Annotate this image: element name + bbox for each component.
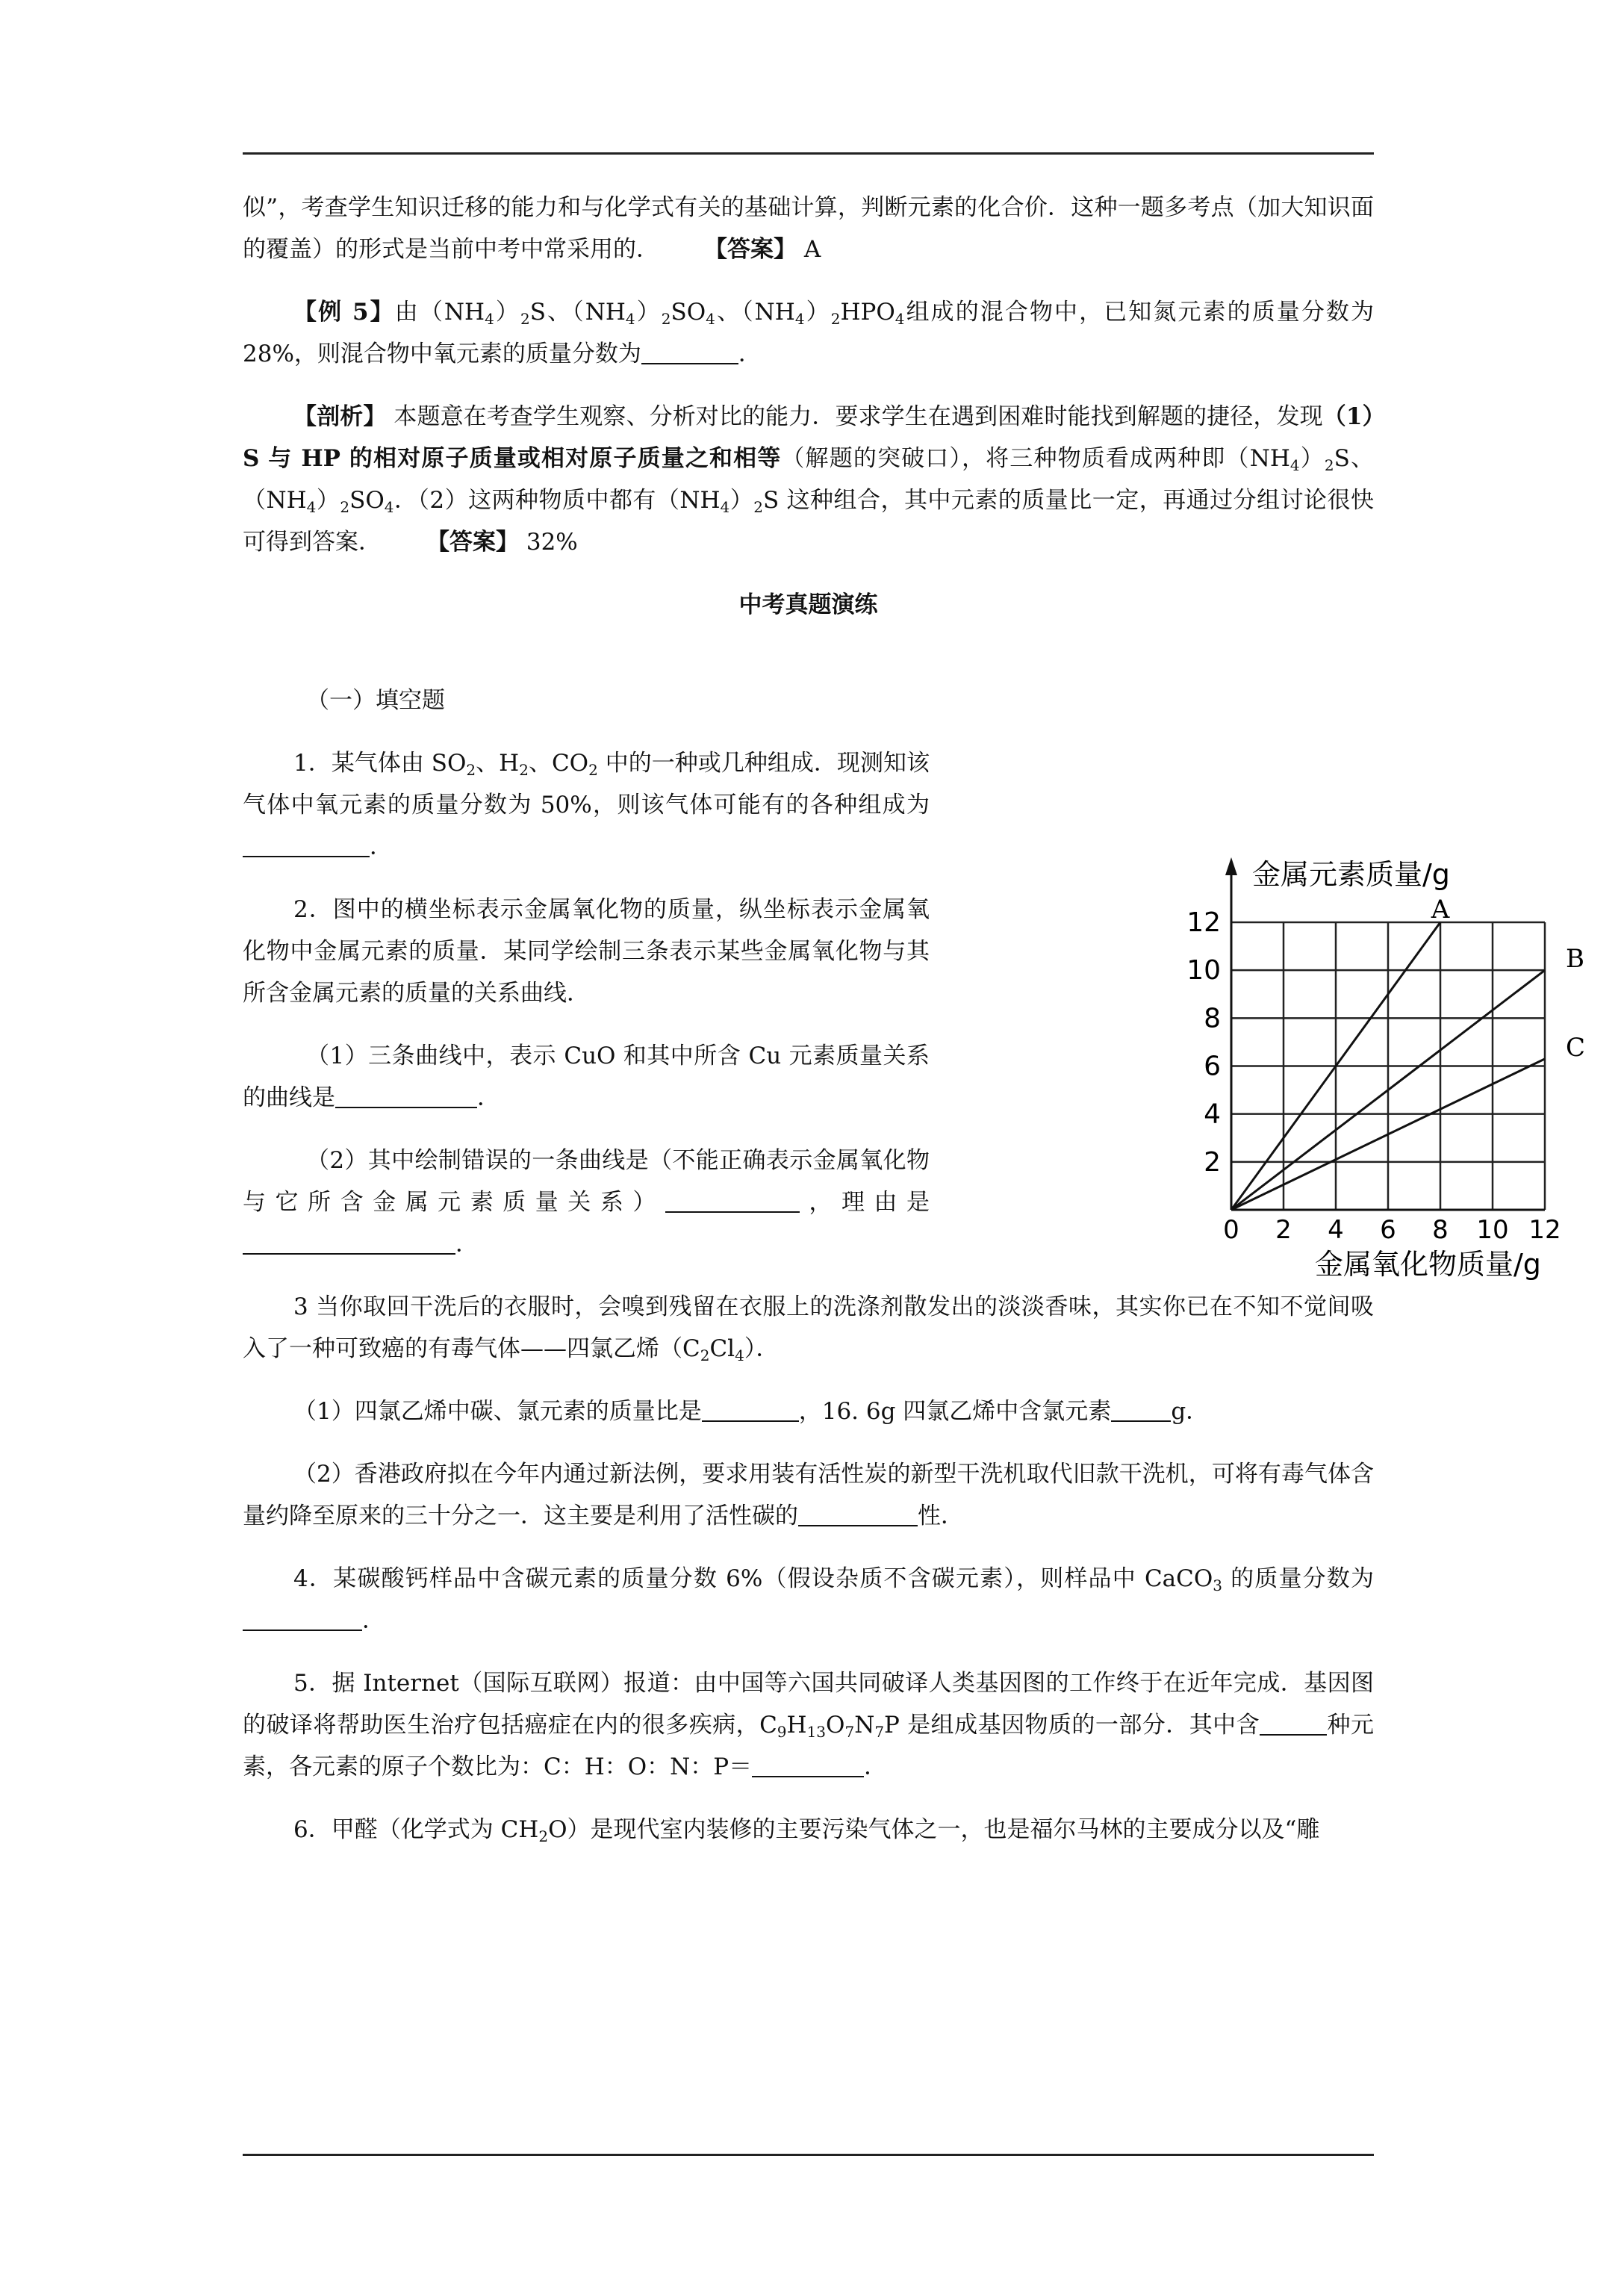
y-axis-arrow [1225,857,1237,875]
question-4: 4．某碳酸钙样品中含碳元素的质量分数 6%（假设杂质不含碳元素），则样品中 CaCO$_3$ 的质量分数为． [243,1558,1374,1641]
series-label-c: C [1566,1032,1586,1063]
answer-blank [243,833,370,857]
y-axis-title: 金属元素质量/g [1252,858,1450,891]
y-tick-label: 6 [1204,1051,1221,1082]
answer-blank [243,1607,362,1631]
question-6: 6．甲醛（化学式为 $CH_2O$）是现代室内装修的主要污染气体之一，也是福尔马林的主要成分以及“雕 [293,1816,1320,1845]
chart-grid [1231,922,1545,1210]
answer-value: A [797,236,821,263]
x-tick-label: 6 [1380,1215,1396,1245]
example-5: 【例 5】由$(NH_4)_2S$、$(NH_4)_2SO_4$、$(NH_4)_2HPO_4$组成的混合物中，已知氮元素的质量分数为28%，则混合物中氧元素的质量分数为 ． [243,299,1375,367]
question-3-part-2: （2）香港政府拟在今年内通过新法例，要求用装有活性炭的新型干洗机取代旧款干洗机，可将有毒气体含量约降至原来的三十分之一．这主要是利用了活性碳的 性． [243,1461,1374,1529]
y-tick-label: 4 [1204,1099,1221,1130]
footer-rule [243,2154,1374,2156]
answer-value: 32% [519,529,578,556]
question-3-part-1: （1）四氯乙烯中碳、氯元素的质量比是 ，16. 6g 四氯乙烯中含氯元素 g． [293,1398,1210,1425]
section-title: 中考真题演练 [738,591,878,618]
question-3: 3 当你取回干洗后的衣服时，会嗅到残留在衣服上的洗涤剂散发出的淡淡香味，其实你已在不知不觉间吸入了一种可致癌的有毒气体——四氯乙烯$(C_2Cl_4)$． [243,1293,1374,1364]
x-axis-title: 金属氧化物质量/g [1315,1248,1541,1281]
question-2-part-1: （1）三条曲线中，表示 CuO 和其中所含 Cu 元素质量关系的曲线是 ． [243,1043,930,1111]
header-rule [243,152,1374,155]
mass-relation-chart [1186,853,1624,1301]
y-tick-label: 12 [1186,907,1221,938]
question-2-part-2: （2）其中绘制错误的一条曲线是（不能正确表示金属氧化物与它所含金属元素质量关系） ，理由是． [243,1147,930,1258]
answer-blank [1260,1712,1327,1736]
series-label-a: A [1431,895,1450,925]
question-1: 1．某气体由 $SO_2$、$H_2$、$CO_2$ 中的一种或几种组成．现测知该气体中氧元素的质量分数为 50%，则该气体可能有的各种组成为． [243,750,930,860]
analysis-label: 【剖析】 [293,403,387,430]
answer-blank [335,1084,477,1108]
answer-blank [702,1398,799,1422]
y-tick-label: 8 [1204,1003,1221,1034]
question-5: 5．据 Internet（国际互联网）报道：由中国等六国共同破译人类基因图的工作终于在近年完成．基因图的破译将帮助医生治疗包括癌症在内的很多疾病，$C_9H_{13}O_7N_7P$ 是组成基因物质的一部分．其中含 种元素，各元素的原子个数比为：C：H：O：N：P＝ ． [243,1670,1375,1780]
x-tick-label: 2 [1275,1215,1292,1245]
paragraph-continuation: 似”，考查学生知识迁移的能力和与化学式有关的基础计算，判断元素的化合价．这种一题多考点（加大知识面的覆盖）的形式是当前中考中常采用的． 【答案】 A [243,194,1374,263]
question-2: 2．图中的横坐标表示金属氧化物的质量，纵坐标表示金属氧化物中金属元素的质量．某同学绘制三条表示某些金属氧化物与其所含金属元素的质量的关系曲线． [243,896,930,1007]
x-tick-label: 0 [1223,1215,1239,1245]
chart-axes [1186,857,1561,1245]
answer-blank [665,1189,800,1213]
x-tick-label: 4 [1328,1215,1344,1245]
answer-blank [243,1231,455,1255]
example-label: 【例 5】 [293,299,395,326]
series-label-b: B [1566,944,1584,975]
answer-label: 【答案】 [704,236,797,263]
answer-blank [1111,1398,1171,1422]
analysis-paragraph: 【剖析】 本题意在考查学生观察、分析对比的能力．要求学生在遇到困难时能找到解题的捷径，发现（1）S 与 HP 的相对原子质量或相对原子质量之和相等（解题的突破口），将三种物质看成两种即$(NH_4)_2S$、$(NH_4)_2SO_4$．（2）这两种物质中都有$(NH_4)_2S$ 这种组合，其中元素的质量比一定，再通过分组讨论很快可得到答案． 【答案】 32% [243,403,1375,556]
x-tick-label: 12 [1528,1215,1561,1245]
answer-blank [641,341,738,364]
answer-blank [752,1753,864,1777]
answer-label: 【答案】 [426,529,519,556]
y-tick-label: 2 [1204,1146,1221,1178]
chart-svg [1186,853,1624,1301]
sub-title: （一）填空题 [306,687,445,714]
x-tick-label: 8 [1432,1215,1449,1245]
y-tick-label: 10 [1186,955,1221,987]
answer-blank [798,1503,918,1526]
x-tick-label: 10 [1476,1215,1509,1245]
